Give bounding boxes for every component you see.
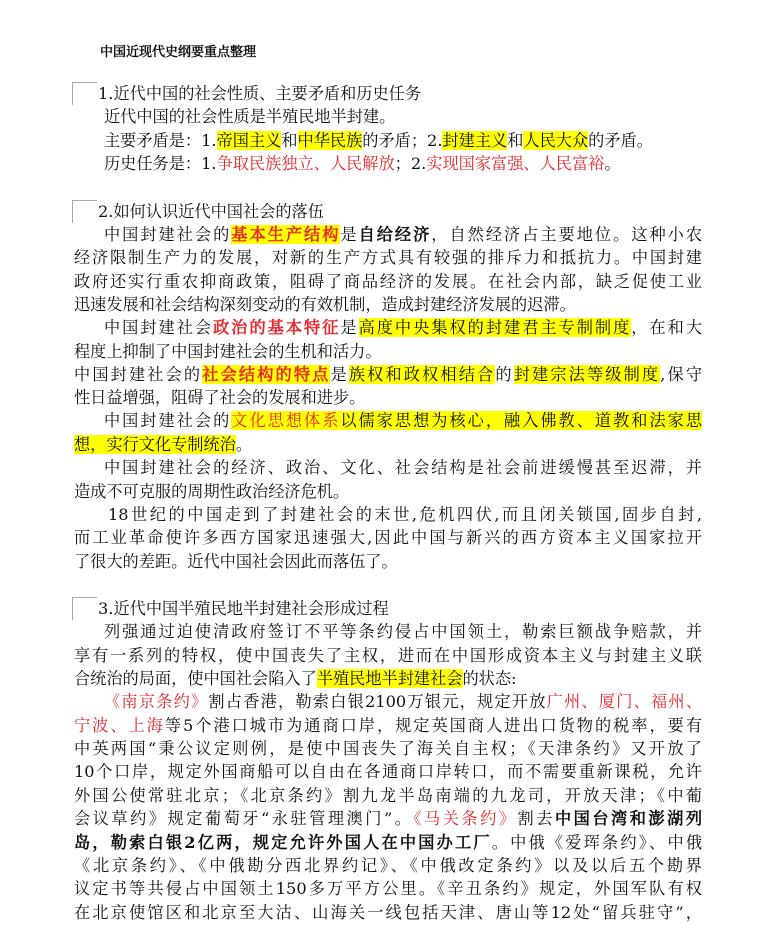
s3-p2-line3: 中英两国“秉公议定则例，是使中国丧失了海关自主权；《天津条约》又开放了 [74,739,702,758]
s3-p1-line1: 列强通过迫使清政府签订不平等条约侵占中国领土，勒索巨额战争赔款，并 [104,622,702,641]
red-text: 实现国家富强、人民富裕 [426,154,605,173]
s1-tasks [104,152,732,175]
highlight: 族权和政权相结合 [348,365,496,384]
section-1-heading: 1.近代中国的社会性质、主要矛盾和历史任务 [98,84,422,103]
text: 主要矛盾是：1. [104,131,217,150]
paragraph-marker [72,82,97,105]
s3-p2-line4: 10个口岸，规定外国商船可以自由在各通商口岸转口，而不需要重新课税，允许 [74,762,702,781]
s2-p4-line2 [74,433,702,456]
text: 。中俄《爱珲条约》、中俄 [491,833,703,852]
text: 中国封建社会 [104,318,214,337]
paragraph-marker [72,597,97,620]
bold-text: 中国台湾和澎湖列 [554,809,703,828]
text: ；2. [394,154,427,173]
bold-text: 岛，勒索白银2亿两，规定允许外国人在中国办工厂 [74,833,492,852]
red-bold-text: 政治的基本特征 [213,318,341,337]
s2-p5-line1: 中国封建社会的经济、政治、文化、社会结构是社会前进缓慢甚至迟滞，并 [104,458,702,477]
text: 等5个港口城市为通商口岸，规定英国商人进出口货物的税率，要有 [164,716,703,735]
red-text: 争取民族独立、人民解放 [216,154,395,173]
s2-p5-line2: 造成不可克服的周期性政治经济危机。 [74,482,350,501]
text: 合统治的局面，使中国社会陷入了 [74,669,317,688]
section-2-heading: 2.如何认识近代中国社会的落伍 [98,202,324,221]
s3-p2-line7 [74,831,702,854]
text: 的 [495,365,514,384]
s3-p2-line1 [104,690,702,713]
s1-contradictions [104,129,732,152]
s3-p2-line10: 在北京使馆区和北京至大沽、山海关一线包括天津、唐山等12处“留兵驻守”， [74,903,702,922]
s2-p1-line2: 经济限制生产力的发展，对新的生产方式具有较强的排斥力和抵抗力。中国封建 [74,248,702,267]
text: 中国封建社会的 [104,411,232,430]
highlight: 高度中央集权的封建君主专制制度 [358,318,632,337]
s3-p2-line5: 外国公使常驻北京；《北京条约》割九龙半岛南端的九龙司，开放天津；《中葡 [74,786,702,805]
text: 中国封建社会的 [74,365,203,384]
red-text: 广州、厦门、福州、 [546,692,703,711]
document-title: 中国近现代史纲要重点整理 [100,45,257,60]
highlight: 以儒家思想为核心，融入佛教、道教和法家思 [340,411,703,430]
text: 中国封建社会的 [104,225,232,244]
highlight: 社会结构的特点 [202,365,331,384]
text: 割占香港，勒索白银2100万银元，规定开放 [208,692,547,711]
s3-p1-line3 [74,667,702,690]
s3-p2-line8: 《北京条约》、《中俄勘分西北界约记》、《中俄改定条约》以及以后五个勘界 [74,856,702,875]
s3-p2-line6 [74,807,702,830]
highlight: 帝国主义 [216,131,282,150]
text: 和 [281,131,298,150]
text: ，在和大 [631,318,703,337]
text: 是 [330,365,349,384]
text: ，自然经济占主要地位。这种小农 [431,225,703,244]
highlight: 文化思想体系 [231,411,341,430]
s2-p1-line3: 政府还实行重农抑商政策，阻碍了商品经济的发展。在社会内部，缺乏促使工业 [74,272,702,291]
text: 的状态: [462,669,517,688]
text: 和 [507,131,524,150]
s3-p2-line2 [74,714,702,737]
section-3-heading: 3.近代中国半殖民地半封建社会形成过程 [98,599,389,618]
s2-p6-line1: 18世纪的中国走到了封建社会的末世,危机四伏,而且闭关锁国,固步自封, [108,505,702,524]
s2-p1-line1 [104,223,702,246]
s2-p6-line2: 而工业革命使许多西方国家迅速强大,因此中国与新兴的西方资本主义国家拉开 [74,528,702,547]
text: 的矛盾。 [588,131,653,150]
highlight: 基本生产结构 [231,225,341,244]
text: 是 [340,225,359,244]
s2-p6-line3: 了很大的差距。近代中国社会因此而落伍了。 [74,552,398,571]
s3-p2-line9: 议定书等共侵占中国领土150多万平方公里。《辛丑条约》规定，外国军队有权 [74,879,702,898]
text: ,保守 [660,365,703,384]
red-text: 《南京条约》 [104,692,209,711]
red-text: 宁波、上海 [74,716,165,735]
red-text: 《马关条约》 [413,809,518,828]
highlight: 半殖民地半封建社会 [316,669,463,688]
text: 历史任务是：1. [104,154,217,173]
text: 。 [604,154,621,173]
bold-text: 自给经济 [358,225,432,244]
s2-p4-line1 [104,409,702,432]
highlight: 人民大众 [523,131,589,150]
text: 会议草约》规定葡萄牙“永驻管理澳门”。 [74,809,414,828]
s3-p1-line2: 享有一系列的特权，使中国丧失了主权，进而在中国形成资本主义与封建主义联 [74,646,702,665]
text: 。 [235,435,253,454]
s2-p1-line4: 迅速发展和社会结构深刻变动的有效机制，造成封建经济发展的迟滞。 [74,295,576,314]
highlight: 想，实行文化专制统治 [74,435,236,454]
text: 是 [340,318,359,337]
paragraph-marker [72,200,97,223]
highlight: 封建主义 [442,131,508,150]
highlight: 封建宗法等级制度 [513,365,661,384]
s2-p3-line2: 性日益增强，阻碍了社会的发展和进步。 [74,388,366,407]
s2-p2-line1 [104,316,702,339]
s2-p2-line2: 程度上抑制了中国封建社会的生机和活力。 [74,342,382,361]
text: 的矛盾；2. [362,131,443,150]
text: 割去 [517,809,555,828]
s2-p3-line1 [74,363,702,386]
highlight: 中华民族 [297,131,363,150]
s1-nature: 近代中国的社会性质是半殖民地半封建。 [104,107,396,126]
